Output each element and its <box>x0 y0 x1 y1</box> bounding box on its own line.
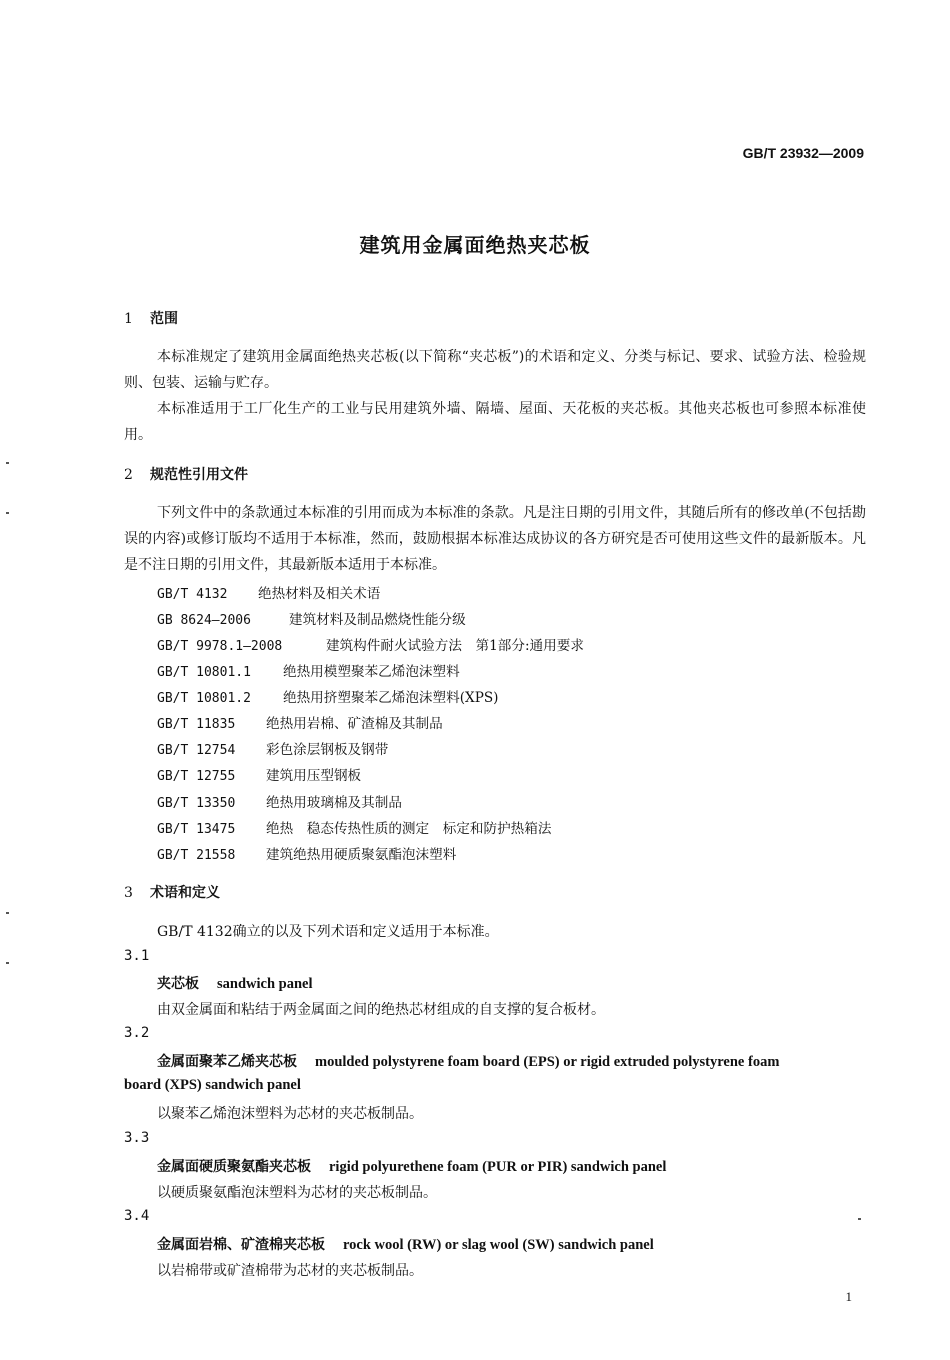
section-heading-scope <box>124 308 178 328</box>
section-title: 术语和定义 <box>150 885 220 901</box>
standard-code: GB/T 23932—2009 <box>742 145 864 161</box>
reference-code: GB/T 11835 <box>157 717 236 732</box>
reference-item <box>157 843 456 863</box>
reference-item <box>157 764 361 784</box>
term-definition: 以硬质聚氨酯泡沫塑料为芯材的夹芯板制品。 <box>157 1185 437 1201</box>
page-number: 1 <box>845 1289 852 1304</box>
reference-code: GB/T 10801.1 <box>157 665 251 680</box>
reference-code: GB/T 13475 <box>157 822 236 837</box>
reference-item <box>157 817 551 837</box>
reference-title: 绝热用岩棉、矿渣棉及其制品 <box>266 716 443 732</box>
scan-mark <box>6 962 9 964</box>
reference-item <box>157 712 443 732</box>
term-en-continued: board (XPS) sandwich panel <box>124 1077 301 1093</box>
term-entry <box>157 1234 654 1254</box>
section-number: 2 <box>124 467 133 483</box>
paragraph: 本标准适用于工厂化生产的工业与民用建筑外墙、隔墙、屋面、天花板的夹芯板。其他夹芯板也可参照本标准使用。 <box>124 401 866 443</box>
reference-code: GB/T 12755 <box>157 769 236 784</box>
term-entry <box>157 1156 666 1176</box>
terms-intro: GB/T 4132确立的以及下列术语和定义适用于本标准。 <box>157 924 499 940</box>
reference-title: 建筑材料及制品燃烧性能分级 <box>289 612 466 628</box>
reference-item <box>157 791 402 811</box>
term-zh: 金属面聚苯乙烯夹芯板 <box>157 1054 297 1070</box>
reference-code: GB/T 21558 <box>157 848 236 863</box>
term-definition: 由双金属面和粘结于两金属面之间的绝热芯材组成的自支撑的复合板材。 <box>157 1002 605 1018</box>
section-heading-terms <box>124 882 220 902</box>
term-zh: 金属面硬质聚氨酯夹芯板 <box>157 1159 311 1175</box>
references-intro <box>124 500 866 578</box>
reference-item <box>157 686 498 706</box>
scan-mark <box>6 912 9 914</box>
reference-code: GB/T 9978.1—2008 <box>157 639 283 654</box>
reference-item <box>157 660 460 680</box>
reference-code: GB 8624—2006 <box>157 613 251 628</box>
scan-mark <box>858 1218 861 1220</box>
clause-number: 3.2 <box>124 1025 150 1041</box>
term-definition: 以聚苯乙烯泡沫塑料为芯材的夹芯板制品。 <box>157 1106 423 1122</box>
section-number: 3 <box>124 885 133 901</box>
scope-text <box>124 344 866 448</box>
reference-title: 绝热材料及相关术语 <box>258 586 381 602</box>
reference-code: GB/T 10801.2 <box>157 691 251 706</box>
reference-item <box>157 608 466 628</box>
clause-number: 3.1 <box>124 948 150 964</box>
clause-number: 3.4 <box>124 1208 150 1224</box>
reference-title: 彩色涂层钢板及钢带 <box>266 742 389 758</box>
reference-title: 绝热用挤塑聚苯乙烯泡沫塑料(XPS) <box>283 690 499 706</box>
term-definition: 以岩棉带或矿渣棉带为芯材的夹芯板制品。 <box>157 1263 423 1279</box>
term-entry <box>157 973 313 993</box>
term-entry <box>157 1051 779 1071</box>
clause-number: 3.3 <box>124 1130 150 1146</box>
term-zh: 金属面岩棉、矿渣棉夹芯板 <box>157 1237 325 1253</box>
reference-title: 绝热用模塑聚苯乙烯泡沫塑料 <box>283 664 460 680</box>
term-en: rigid polyurethene foam (PUR or PIR) sandwich panel <box>329 1159 667 1175</box>
reference-item <box>157 634 584 654</box>
paragraph: 本标准规定了建筑用金属面绝热夹芯板(以下简称“夹芯板”)的术语和定义、分类与标记、要求、试验方法、检验规则、包装、运输与贮存。 <box>124 349 866 391</box>
reference-item <box>157 582 380 602</box>
reference-title: 建筑构件耐火试验方法 第1部分:通用要求 <box>326 638 584 654</box>
term-en: moulded polystyrene foam board (EPS) or rigid extruded polystyrene foam <box>315 1054 780 1070</box>
reference-title: 绝热 稳态传热性质的测定 标定和防护热箱法 <box>266 821 552 837</box>
reference-item <box>157 738 388 758</box>
reference-code: GB/T 12754 <box>157 743 236 758</box>
term-zh: 夹芯板 <box>157 976 199 992</box>
section-heading-normative-references <box>124 464 248 484</box>
section-title: 范围 <box>150 311 178 327</box>
reference-title: 建筑用压型钢板 <box>266 768 362 784</box>
section-number: 1 <box>124 311 133 327</box>
reference-title: 绝热用玻璃棉及其制品 <box>266 795 402 811</box>
reference-code: GB/T 13350 <box>157 796 236 811</box>
paragraph: 下列文件中的条款通过本标准的引用而成为本标准的条款。凡是注日期的引用文件，其随后所有的修改单(不包括勘误的内容)或修订版均不适用于本标准，然而，鼓励根据本标准达成协议的各方研究是否可使用这些文件的最新版本。凡是不注日期的引用文件，其最新版本适用于本标准。 <box>124 505 866 573</box>
document-title: 建筑用金属面绝热夹芯板 <box>359 233 591 257</box>
term-en: rock wool (RW) or slag wool (SW) sandwich panel <box>343 1237 654 1253</box>
term-en: sandwich panel <box>217 976 313 992</box>
scan-mark <box>6 512 9 514</box>
reference-code: GB/T 4132 <box>157 587 228 602</box>
section-title: 规范性引用文件 <box>150 467 248 483</box>
scan-mark <box>6 462 9 464</box>
reference-title: 建筑绝热用硬质聚氨酯泡沫塑料 <box>266 847 457 863</box>
